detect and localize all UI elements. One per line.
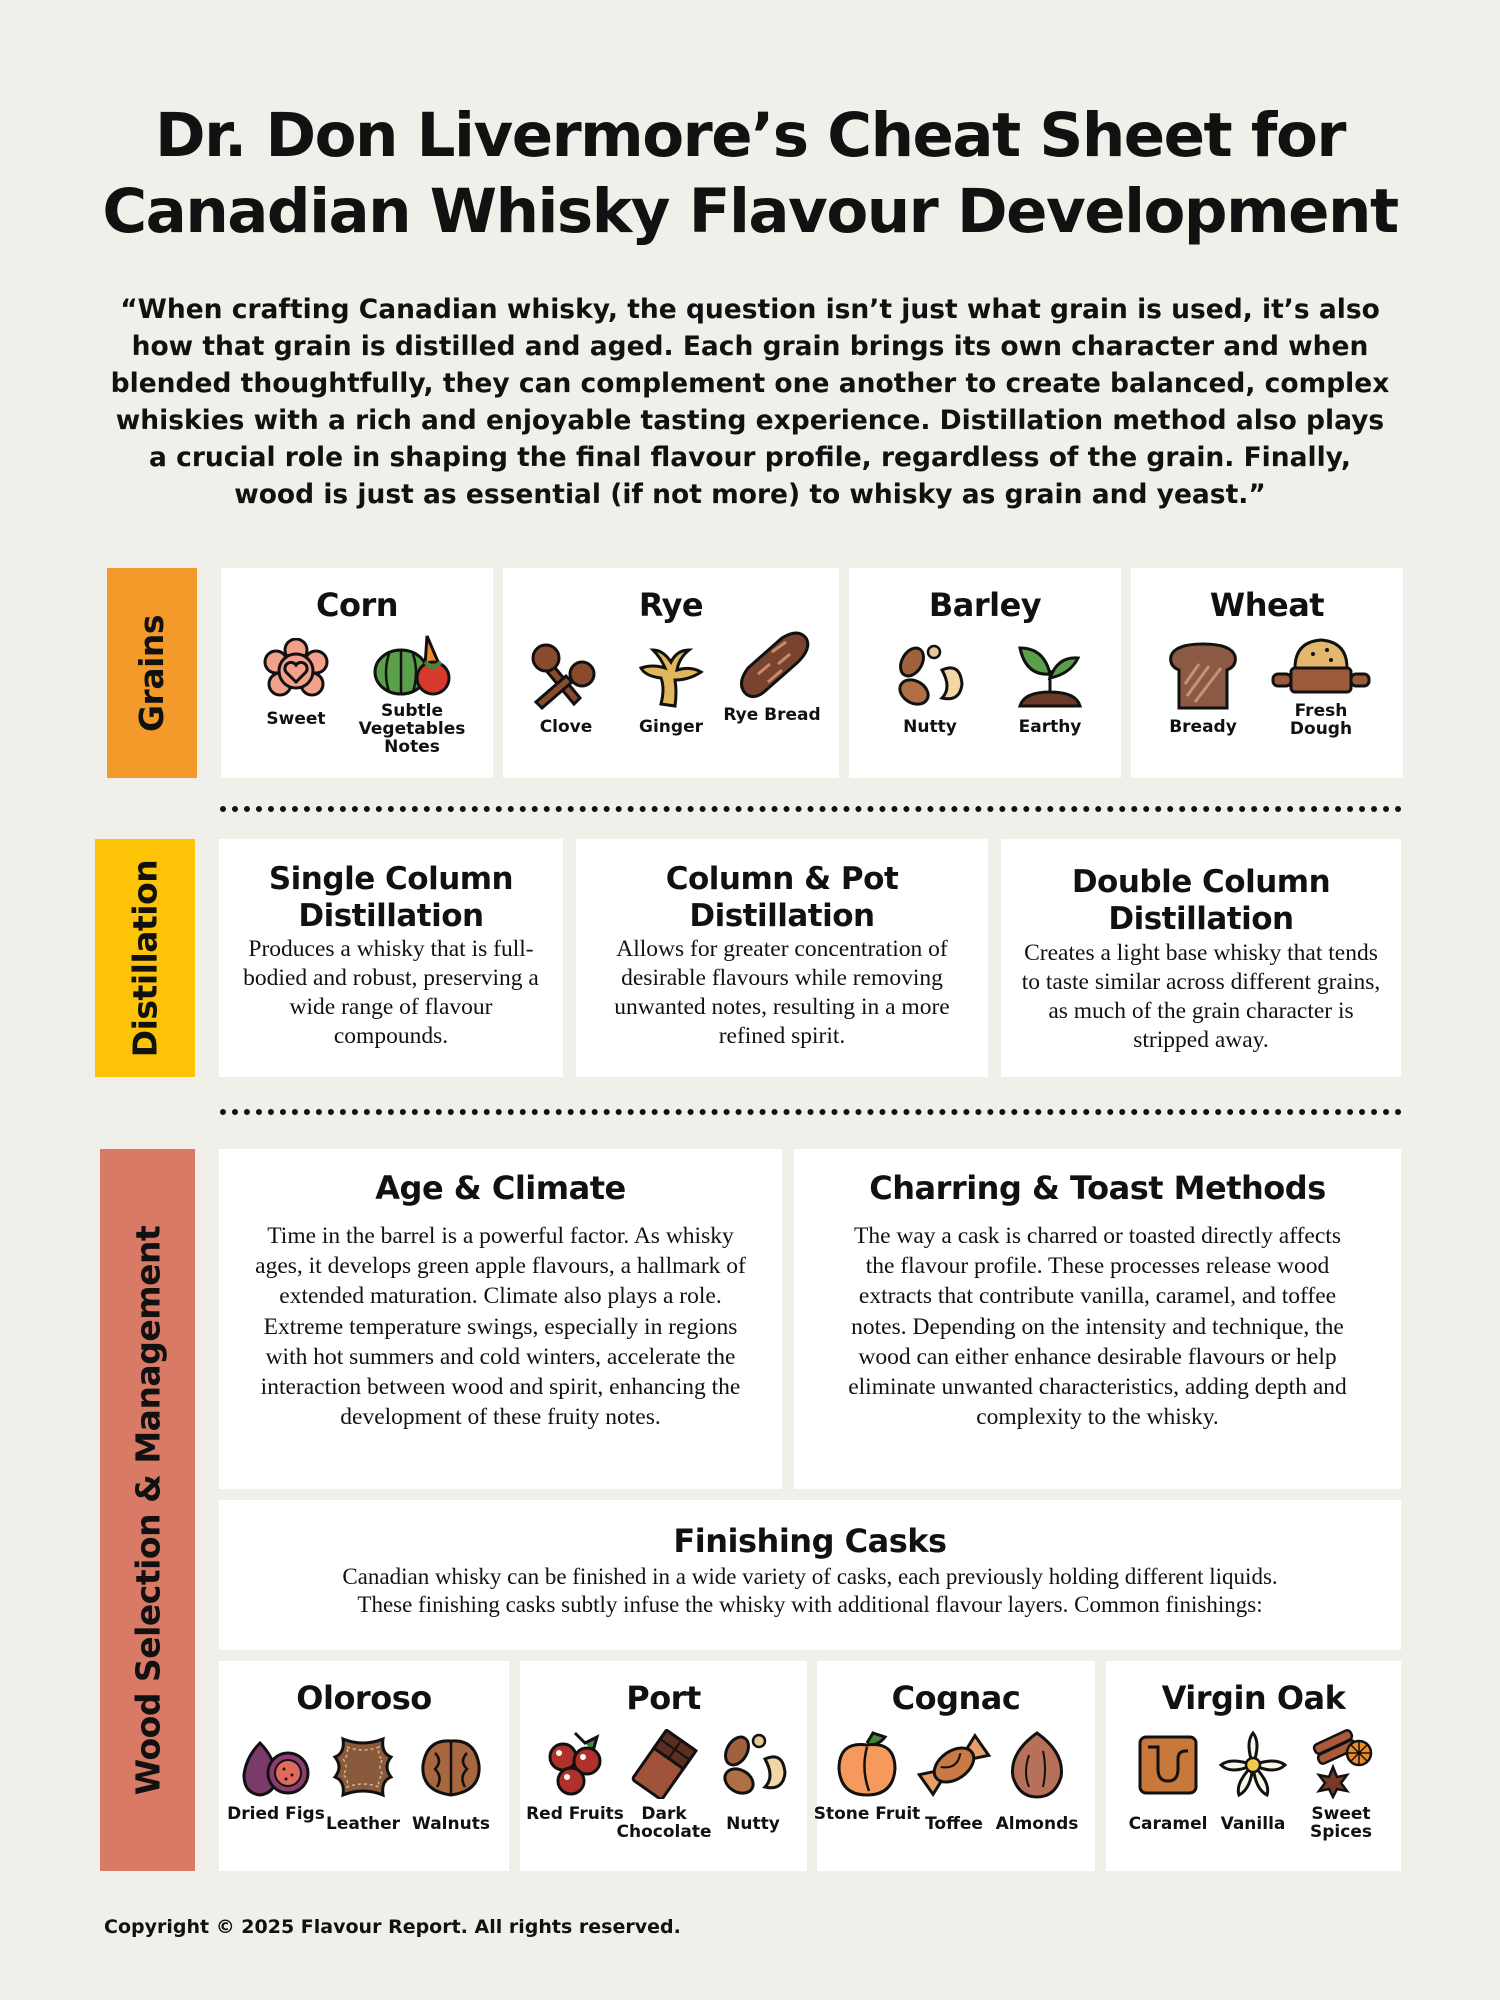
note-item [1148, 640, 1258, 736]
title-line-1: Dr. Don Livermore’s Cheat Sheet for [155, 100, 1345, 171]
distillation-card-double [1001, 839, 1401, 1077]
note-label: Almonds [995, 1814, 1079, 1834]
finishing-casks-title: Finishing Casks [673, 1522, 947, 1560]
toast-icon [1163, 640, 1243, 712]
grain-name: Corn [315, 586, 399, 624]
grain-card-barley [849, 568, 1121, 778]
cask-card-virgin-oak [1106, 1661, 1401, 1871]
note-item [717, 628, 827, 724]
note-label: Sweet Spices [1310, 1804, 1372, 1842]
berries-icon [537, 1729, 613, 1799]
grain-name: Rye [638, 586, 704, 624]
vanilla-flower-icon [1215, 1729, 1291, 1799]
note-label: Red Fruits [526, 1804, 624, 1824]
charring-title: Charring & Toast Methods [869, 1169, 1326, 1207]
grain-name: Wheat [1209, 586, 1325, 624]
clove-icon [526, 640, 606, 712]
distillation-title: Single Column Distillation [268, 861, 514, 934]
sprout-icon [1010, 640, 1090, 712]
note-item [1266, 628, 1376, 738]
leather-icon [325, 1735, 401, 1799]
distillation-text: Produces a whisky that is full-bodied and robust, preserving a wide range of flavour compounds. [243, 936, 539, 1049]
note-label: Nutty [726, 1814, 780, 1834]
note-item [995, 640, 1105, 736]
note-item [875, 640, 985, 736]
distillation-text: Creates a light base whisky that tends to taste similar across different grains, as much of the grain character is stripped away. [1021, 940, 1381, 1053]
finishing-casks-text-1: Canadian whisky can be finished in a wide variety of casks, each previously holding different liquids. [342, 1564, 1278, 1589]
charring-text: The way a cask is charred or toasted directly affects the flavour profile. These processes release wood extracts that contribute vanilla, caramel, and toffee notes. Depending on the intensity and technique, the wood can either enhance desirable flavours or help eliminate unwanted characteristics, adding depth and complexity to the whisky. [848, 1223, 1347, 1431]
note-label: Caramel [1128, 1814, 1208, 1834]
toffee-icon [916, 1729, 992, 1799]
note-label: Rye Bread [723, 705, 821, 725]
distillation-section-tab [95, 839, 195, 1077]
wood-section-label: Wood Selection & Management [128, 1225, 167, 1795]
grains-section-label: Grains [132, 614, 172, 732]
distillation-title: Column & Pot Distillation [665, 861, 899, 934]
dough-icon [1269, 628, 1373, 704]
section-divider [220, 806, 1402, 812]
note-item [1286, 1729, 1396, 1841]
age-climate-card [219, 1149, 782, 1489]
note-label: Fresh Dough [1289, 701, 1353, 739]
note-label: Bready [1169, 717, 1237, 737]
age-climate-text: Time in the barrel is a powerful factor. As whisky ages, it develops green apple flavours, a hallmark of extended maturation. Climate also plays a role. Extreme temperature swings, especially in regions with hot summers and cold winters, accelerate the interaction between wood and spirit, enhancing the development of these fruity notes. [255, 1223, 746, 1431]
note-label: Dried Figs [227, 1804, 325, 1824]
cask-name: Virgin Oak [1161, 1679, 1346, 1717]
finishing-casks-text-2: These finishing casks subtly infuse the whisky with additional flavour layers. Common finishings: [357, 1592, 1263, 1617]
section-divider [220, 1109, 1402, 1115]
grain-card-wheat [1131, 568, 1403, 778]
note-label: Earthy [1018, 717, 1082, 737]
note-item [511, 640, 621, 736]
distillation-section-label: Distillation [125, 859, 165, 1057]
cask-name: Cognac [891, 1679, 1021, 1717]
distillation-card-column-pot [576, 839, 988, 1077]
copyright-footer: Copyright © 2025 Flavour Report. All rights reserved. [104, 1916, 681, 1938]
nuts-icon [715, 1729, 791, 1799]
age-climate-title: Age & Climate [375, 1169, 626, 1207]
note-label: Clove [539, 717, 593, 737]
note-item [396, 1735, 506, 1833]
note-label: Vanilla [1220, 1814, 1286, 1834]
wood-section-tab [100, 1149, 195, 1871]
almond-icon [999, 1729, 1075, 1799]
note-item [241, 638, 351, 728]
page-title [60, 98, 1440, 250]
note-label: Leather [326, 1814, 400, 1834]
note-label: Dark Chocolate [616, 1804, 712, 1842]
distillation-card-single [219, 839, 563, 1077]
intro-quote: “When crafting Canadian whisky, the question isn’t just what grain is used, it’s also how that grain is distilled and aged. Each grain brings its own character and when blended thoughtfully, they can complement one another to create balanced, complex whiskies with a rich and enjoyable tasting experience. Distillation method also plays a crucial role in shaping the final flavour profile, regardless of the grain. Finally, wood is just as essential (if not more) to whisky as grain and yeast.” [110, 294, 1390, 510]
rye-bread-icon [732, 628, 812, 704]
cask-name: Port [626, 1679, 701, 1717]
cask-card-cognac [813, 1661, 1095, 1871]
cask-name: Oloroso [296, 1679, 432, 1717]
note-item [357, 628, 467, 756]
finishing-casks-card [219, 1500, 1401, 1650]
note-item [616, 640, 726, 736]
note-item [698, 1729, 808, 1833]
vegetables-icon [369, 628, 455, 700]
grains-section-tab [107, 568, 197, 778]
distillation-text: Allows for greater concentration of desirable flavours while removing unwanted notes, resulting in a more refined spirit. [614, 936, 950, 1049]
cask-card-oloroso [219, 1661, 509, 1871]
grain-name: Barley [928, 586, 1042, 624]
chocolate-icon [626, 1729, 702, 1799]
distillation-title: Double Column Distillation [1071, 864, 1331, 937]
grain-card-corn [221, 568, 493, 778]
fig-icon [238, 1735, 314, 1799]
nuts-icon [890, 640, 970, 712]
note-label: Subtle Vegetables Notes [358, 701, 466, 757]
note-label: Walnuts [412, 1814, 490, 1834]
walnut-icon [413, 1735, 489, 1799]
note-label: Nutty [903, 717, 957, 737]
grain-card-rye [503, 568, 839, 778]
note-item [982, 1729, 1092, 1833]
peach-icon [829, 1729, 905, 1799]
title-line-2: Canadian Whisky Flavour Development [102, 176, 1398, 247]
caramel-icon [1130, 1729, 1206, 1799]
note-label: Stone Fruit [813, 1804, 921, 1824]
spices-icon [1303, 1729, 1379, 1799]
cask-card-port [520, 1661, 807, 1871]
note-label: Sweet [266, 709, 326, 729]
charring-card [794, 1149, 1401, 1489]
note-label: Toffee [925, 1814, 983, 1834]
note-label: Ginger [639, 717, 703, 737]
ginger-icon [631, 640, 711, 712]
flower-heart-icon [258, 638, 334, 704]
